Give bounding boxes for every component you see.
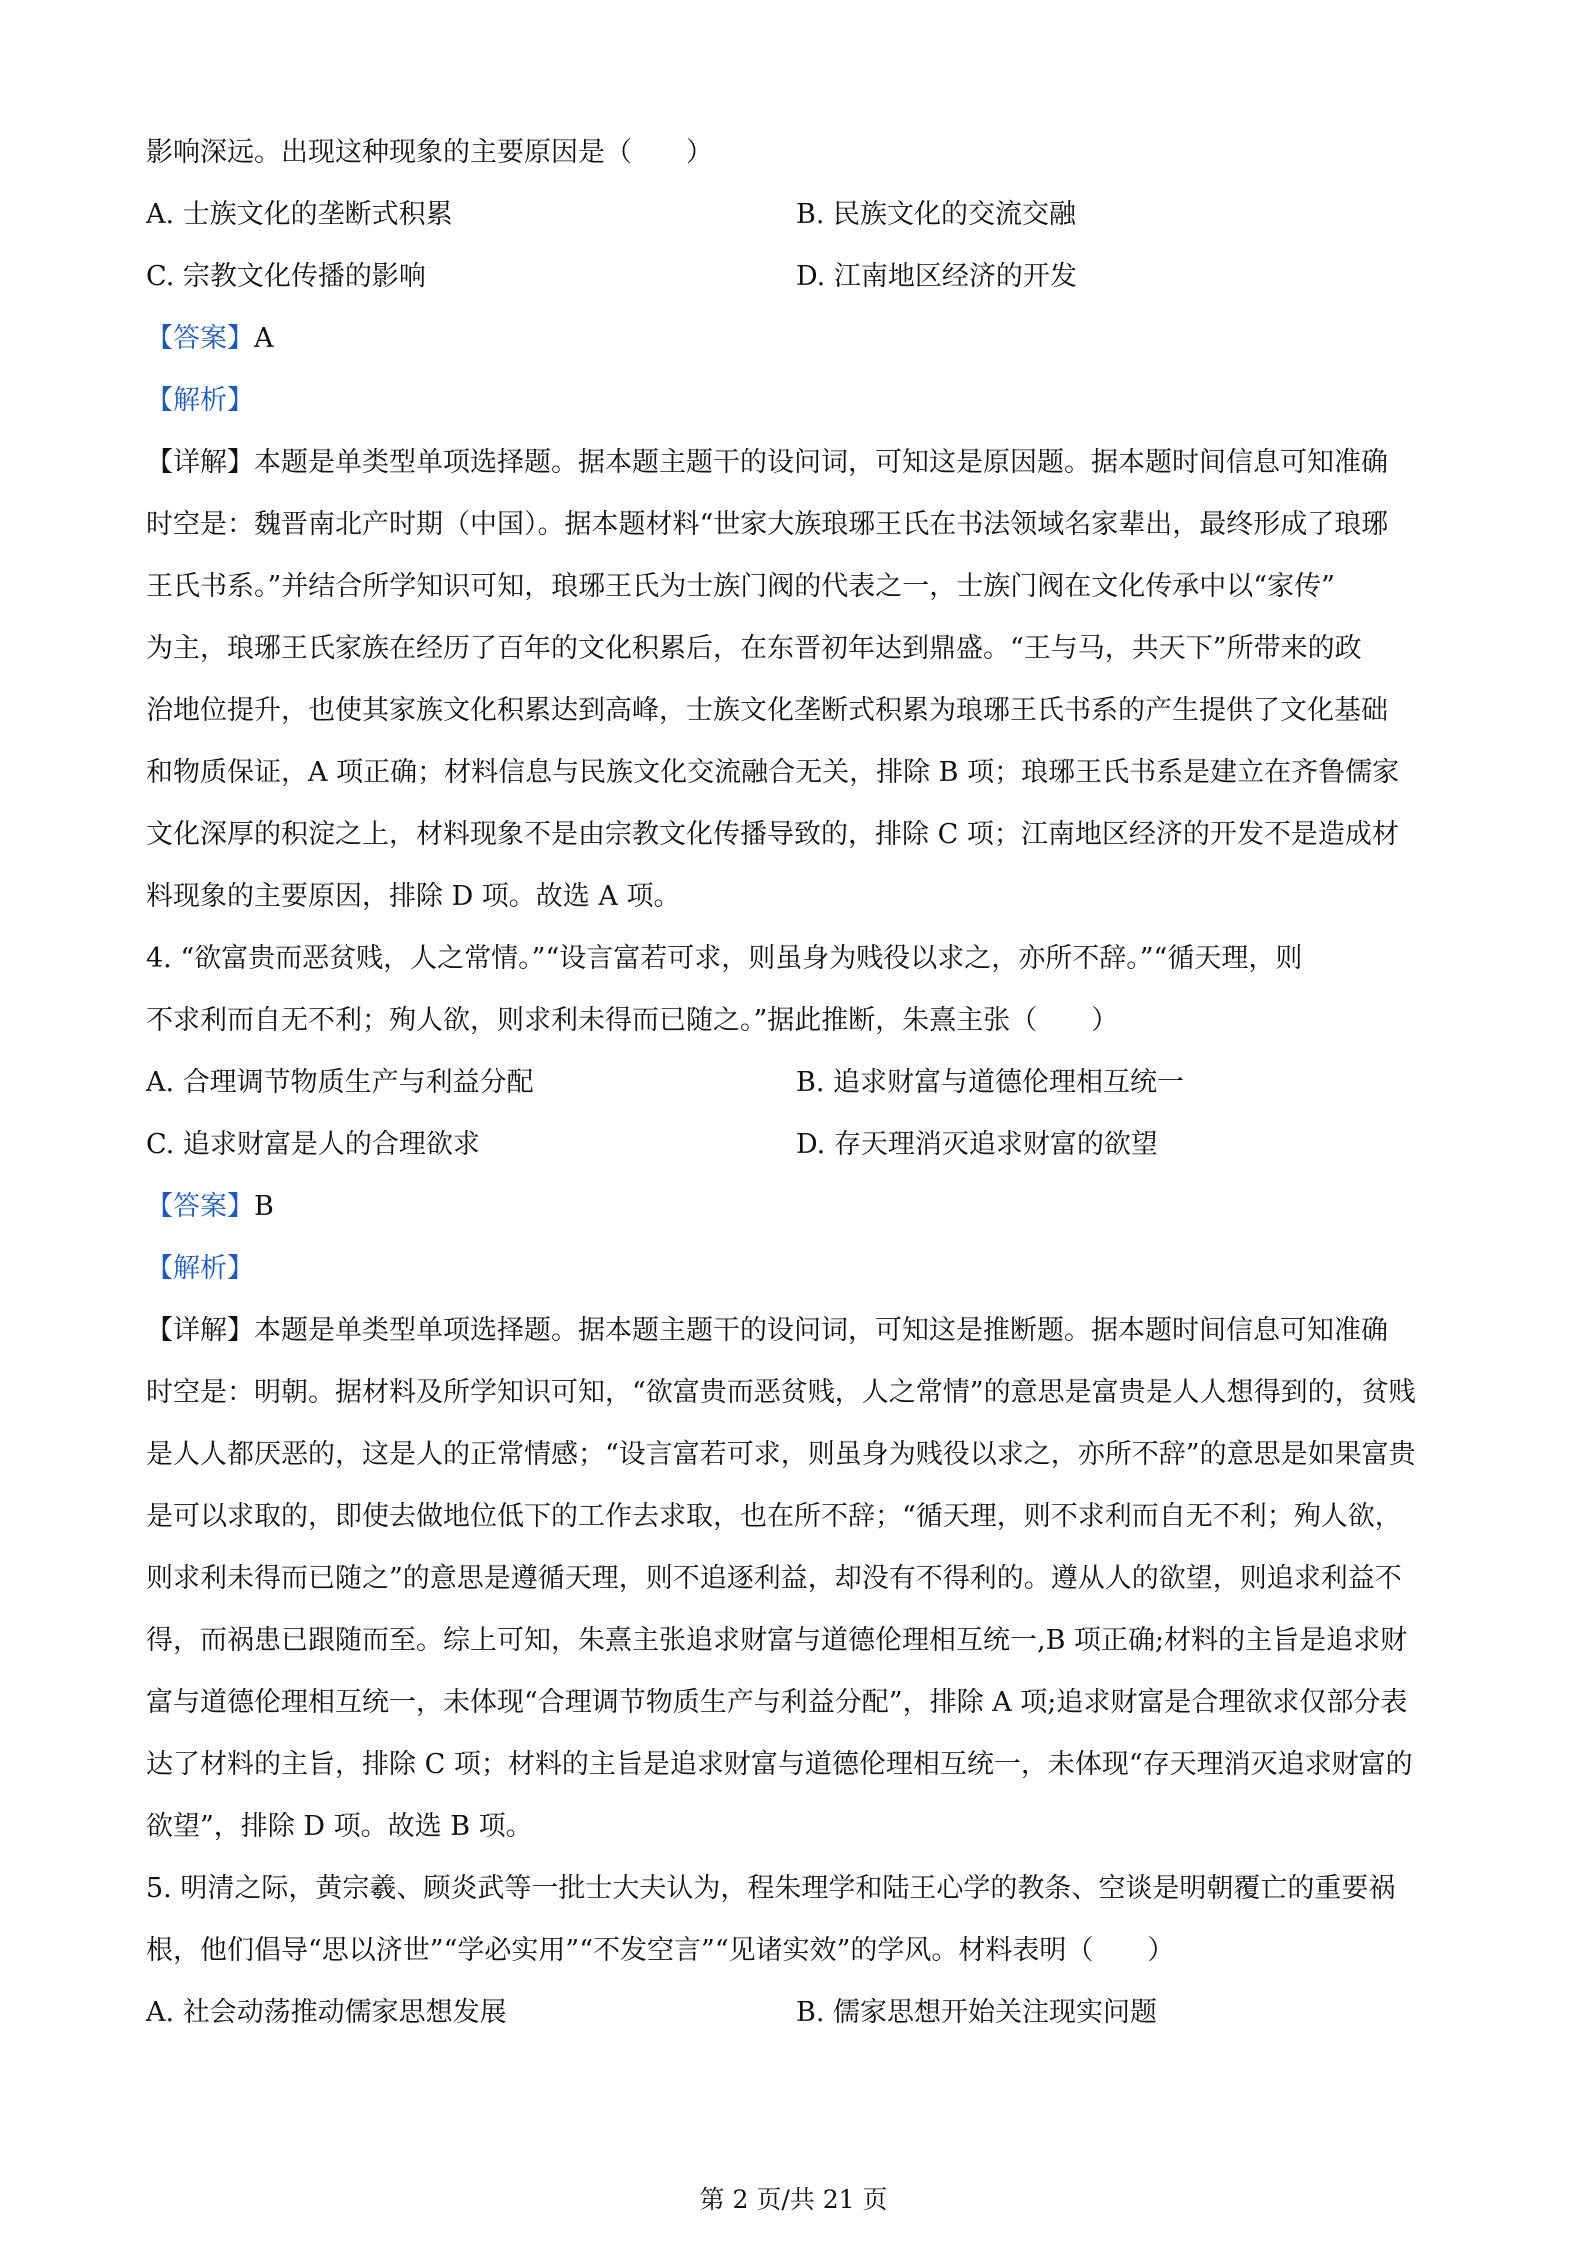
detail-line: 【详解】本题是单类型单项选择题。据本题主题干的设问词，可知这是原因题。据本题时间信息可知准确: [146, 447, 1388, 478]
q4-analysis-heading: [146, 1238, 1446, 1300]
analysis-tag: 【解析】: [146, 1253, 254, 1284]
q4-option-a[interactable]: [146, 1052, 534, 1114]
detail-line: 是可以求取的，即使去做地位低下的工作去求取，也在所不辞；“循天理，则不求利而自无不利；殉人欲，: [146, 1501, 1402, 1532]
option-label: A.: [146, 199, 175, 230]
option-label: A.: [146, 1067, 175, 1098]
detail-line: 治地位提升，也使其家族文化积累达到高峰，士族文化垄断式积累为琅琊王氏书系的产生提供了文化基础: [146, 695, 1388, 726]
answer-tag: 【答案】: [146, 1191, 254, 1222]
q4-stem: [146, 928, 1446, 1052]
q3-answer: [146, 308, 1446, 370]
q3-option-a[interactable]: [146, 184, 453, 246]
option-text: 士族文化的垄断式积累: [182, 199, 453, 230]
q3-option-c[interactable]: [146, 246, 426, 308]
detail-line: 王氏书系。”并结合所学知识可知，琅琊王氏为士族门阀的代表之一，士族门阀在文化传承中以“家传”: [146, 571, 1335, 602]
q5-option-b[interactable]: [796, 1982, 1157, 2044]
q4-option-c[interactable]: [146, 1114, 480, 1176]
page-footer: [0, 2180, 1587, 2216]
option-text: 宗教文化传播的影响: [182, 261, 426, 292]
option-label: B.: [796, 1067, 825, 1098]
q4-option-d[interactable]: [796, 1114, 1158, 1176]
q5-option-a[interactable]: [146, 1982, 507, 2044]
detail-line: 时空是：魏晋南北产时期（中国）。据本题材料“世家大族琅琊王氏在书法领域名家辈出，最终形成了琅琊: [146, 509, 1389, 540]
stem-line: 4. “欲富贵而恶贫贱，人之常情。”“设言富若可求，则虽身为贱役以求之，亦所不辞。”“循天理，则: [146, 943, 1303, 974]
q4-detail: [146, 1300, 1446, 1858]
detail-line: 达了材料的主旨，排除 C 项；材料的主旨是追求财富与道德伦理相互统一，未体现“存天理消灭追求财富的: [146, 1749, 1413, 1780]
option-text: 江南地区经济的开发: [833, 261, 1077, 292]
q3-analysis-heading: [146, 370, 1446, 432]
detail-line: 【详解】本题是单类型单项选择题。据本题主题干的设问词，可知这是推断题。据本题时间信息可知准确: [146, 1315, 1388, 1346]
option-label: C.: [146, 261, 175, 292]
page-number: 第 2 页/共 21 页: [699, 2185, 888, 2214]
q3-stem-tail: 影响深远。出现这种现象的主要原因是（ ）: [146, 137, 713, 168]
answer-tag: 【答案】: [146, 323, 254, 354]
option-text: 儒家思想开始关注现实问题: [833, 1997, 1158, 2028]
stem-line: 根，他们倡导“思以济世”“学必实用”“不发空言”“见诸实效”的学风。材料表明（ ）: [146, 1935, 1175, 1966]
option-label: A.: [146, 1997, 175, 2028]
q4-options-row-1: [146, 1052, 1446, 1114]
answer-value: A: [254, 323, 274, 354]
q5-options-row-1: [146, 1982, 1446, 2044]
detail-line: 欲望”，排除 D 项。故选 B 项。: [146, 1811, 533, 1842]
option-label: D.: [796, 1129, 826, 1160]
q4-option-b[interactable]: [796, 1052, 1184, 1114]
option-text: 合理调节物质生产与利益分配: [182, 1067, 534, 1098]
q3-options-row-1: [146, 184, 1446, 246]
detail-line: 为主，琅琊王氏家族在经历了百年的文化积累后，在东晋初年达到鼎盛。“王与马，共天下”所带来的政: [146, 633, 1362, 664]
option-text: 民族文化的交流交融: [833, 199, 1077, 230]
detail-line: 富与道德伦理相互统一，未体现“合理调节物质生产与利益分配”，排除 A 项;追求财富是合理欲求仅部分表: [146, 1687, 1408, 1718]
option-text: 社会动荡推动儒家思想发展: [182, 1997, 507, 2028]
option-text: 追求财富是人的合理欲求: [182, 1129, 480, 1160]
detail-line: 时空是：明朝。据材料及所学知识可知，“欲富贵而恶贫贱，人之常情”的意思是富贵是人人想得到的，贫贱: [146, 1377, 1416, 1408]
stem-line: 不求利而自无不利；殉人欲，则求利未得而已随之。”据此推断，朱熹主张（ ）: [146, 1005, 1119, 1036]
q3-option-d[interactable]: [796, 246, 1077, 308]
q3-option-b[interactable]: [796, 184, 1076, 246]
q3-detail: [146, 432, 1446, 928]
detail-line: 和物质保证，A 项正确；材料信息与民族文化交流融合无关，排除 B 项；琅琊王氏书系是建立在齐鲁儒家: [146, 757, 1400, 788]
detail-line: 是人人都厌恶的，这是人的正常情感；“设言富若可求，则虽身为贱役以求之，亦所不辞”的意思是如果富贵: [146, 1439, 1416, 1470]
detail-line: 得，而祸患已跟随而至。综上可知，朱熹主张追求财富与道德伦理相互统一,B 项正确;材料的主旨是追求财: [146, 1625, 1408, 1656]
stem-line: 5. 明清之际，黄宗羲、顾炎武等一批士大夫认为，程朱理学和陆王心学的教条、空谈是明朝覆亡的重要祸: [146, 1873, 1396, 1904]
q4-options-row-2: [146, 1114, 1446, 1176]
q4-answer: [146, 1176, 1446, 1238]
analysis-tag: 【解析】: [146, 385, 254, 416]
detail-tag: 【详解】: [146, 1315, 254, 1346]
option-label: D.: [796, 261, 826, 292]
q3-options-row-2: [146, 246, 1446, 308]
option-label: B.: [796, 1997, 825, 2028]
detail-line: 文化深厚的积淀之上，材料现象不是由宗教文化传播导致的，排除 C 项；江南地区经济的开发不是造成材: [146, 819, 1399, 850]
q5-stem: [146, 1858, 1446, 1982]
option-label: B.: [796, 199, 825, 230]
detail-tag: 【详解】: [146, 447, 254, 478]
option-text: 追求财富与道德伦理相互统一: [833, 1067, 1185, 1098]
detail-line: 料现象的主要原因，排除 D 项。故选 A 项。: [146, 881, 681, 912]
option-label: C.: [146, 1129, 175, 1160]
option-text: 存天理消灭追求财富的欲望: [833, 1129, 1158, 1160]
answer-value: B: [254, 1191, 274, 1222]
detail-line: 则求利未得而已随之”的意思是遵循天理，则不追逐利益，却没有不得利的。遵从人的欲望，则追求利益不: [146, 1563, 1402, 1594]
